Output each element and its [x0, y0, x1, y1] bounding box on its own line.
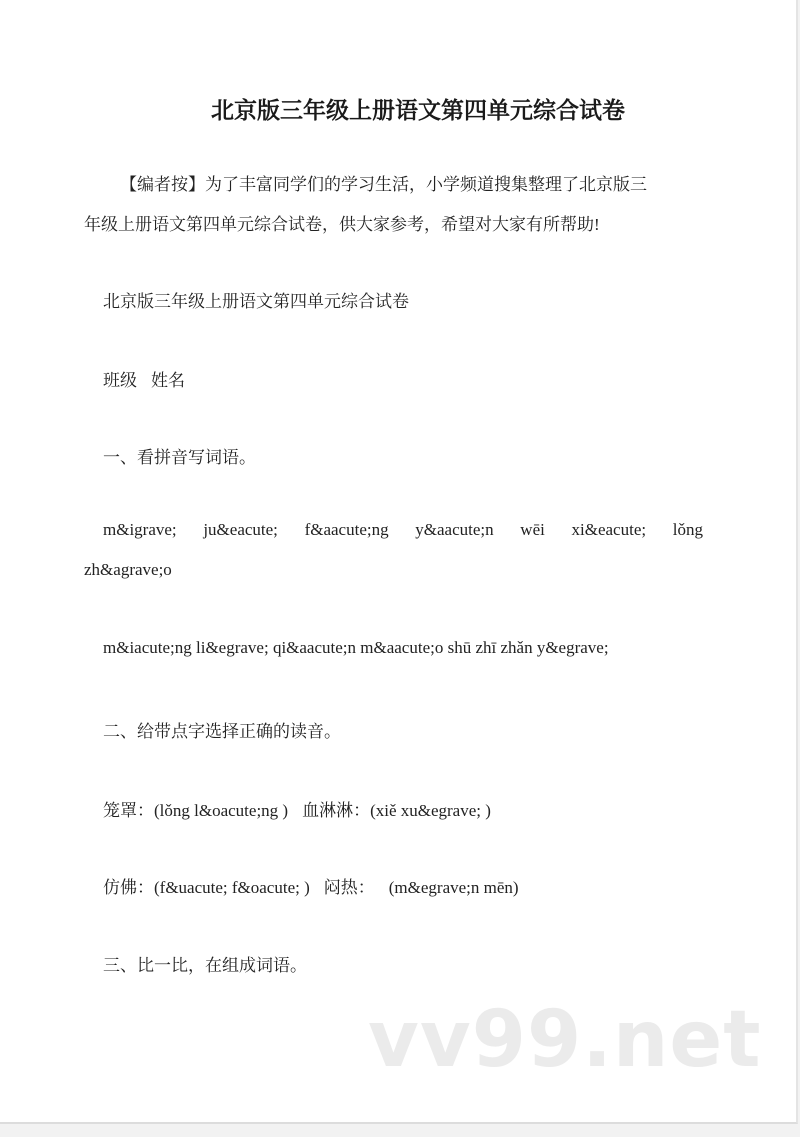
pinyin-row-1 — [103, 520, 703, 540]
class-name-line — [103, 366, 185, 391]
pinyin-row-2: m&iacute;ng li&egrave; qi&aacute;n m&aacute;o shū zhī zhǎn y&egrave; — [103, 638, 609, 657]
name-label: 姓名 — [151, 371, 185, 390]
section2-line-1 — [103, 796, 491, 821]
pinyin-word: y&aacute;n — [415, 520, 494, 539]
pinyin-word: f&aacute;ng — [304, 520, 389, 539]
item-longzhao: 笼罩：(lǒng l&oacute;ng ) — [103, 801, 289, 820]
pinyin-word: ju&eacute; — [203, 520, 278, 539]
section3-heading: 三、比一比，在组成词语。 — [103, 956, 307, 975]
document-title: 北京版三年级上册语文第四单元综合试卷 — [211, 98, 625, 124]
item-menre-options: (m&egrave;n mēn) — [388, 878, 519, 897]
pinyin-word: wēi — [520, 520, 545, 539]
item-menre: 闷热： — [323, 878, 375, 897]
item-fangfu: 仿佛：(f&uacute; f&oacute; ) — [103, 878, 310, 897]
intro-line-2: 年级上册语文第四单元综合试卷，供大家参考，希望对大家有所帮助! — [84, 215, 600, 234]
watermark: vv99.net — [368, 995, 762, 1085]
item-xuelinlin: 血淋淋：(xiě xu&egrave; ) — [302, 801, 491, 820]
class-label: 班级 — [103, 371, 137, 390]
intro-line-1: 【编者按】为了丰富同学们的学习生活，小学频道搜集整理了北京版三 — [120, 175, 647, 194]
section2-heading: 二、给带点字选择正确的读音。 — [103, 722, 341, 741]
pinyin-row-1-wrap: zh&agrave;o — [84, 560, 172, 579]
pinyin-word: xi&eacute; — [571, 520, 647, 539]
section1-heading: 一、看拼音写词语。 — [103, 448, 256, 467]
subtitle: 北京版三年级上册语文第四单元综合试卷 — [103, 292, 409, 311]
pinyin-word: m&igrave; — [103, 520, 177, 539]
section2-line-2 — [103, 873, 519, 898]
pinyin-word: lǒng — [672, 520, 703, 539]
